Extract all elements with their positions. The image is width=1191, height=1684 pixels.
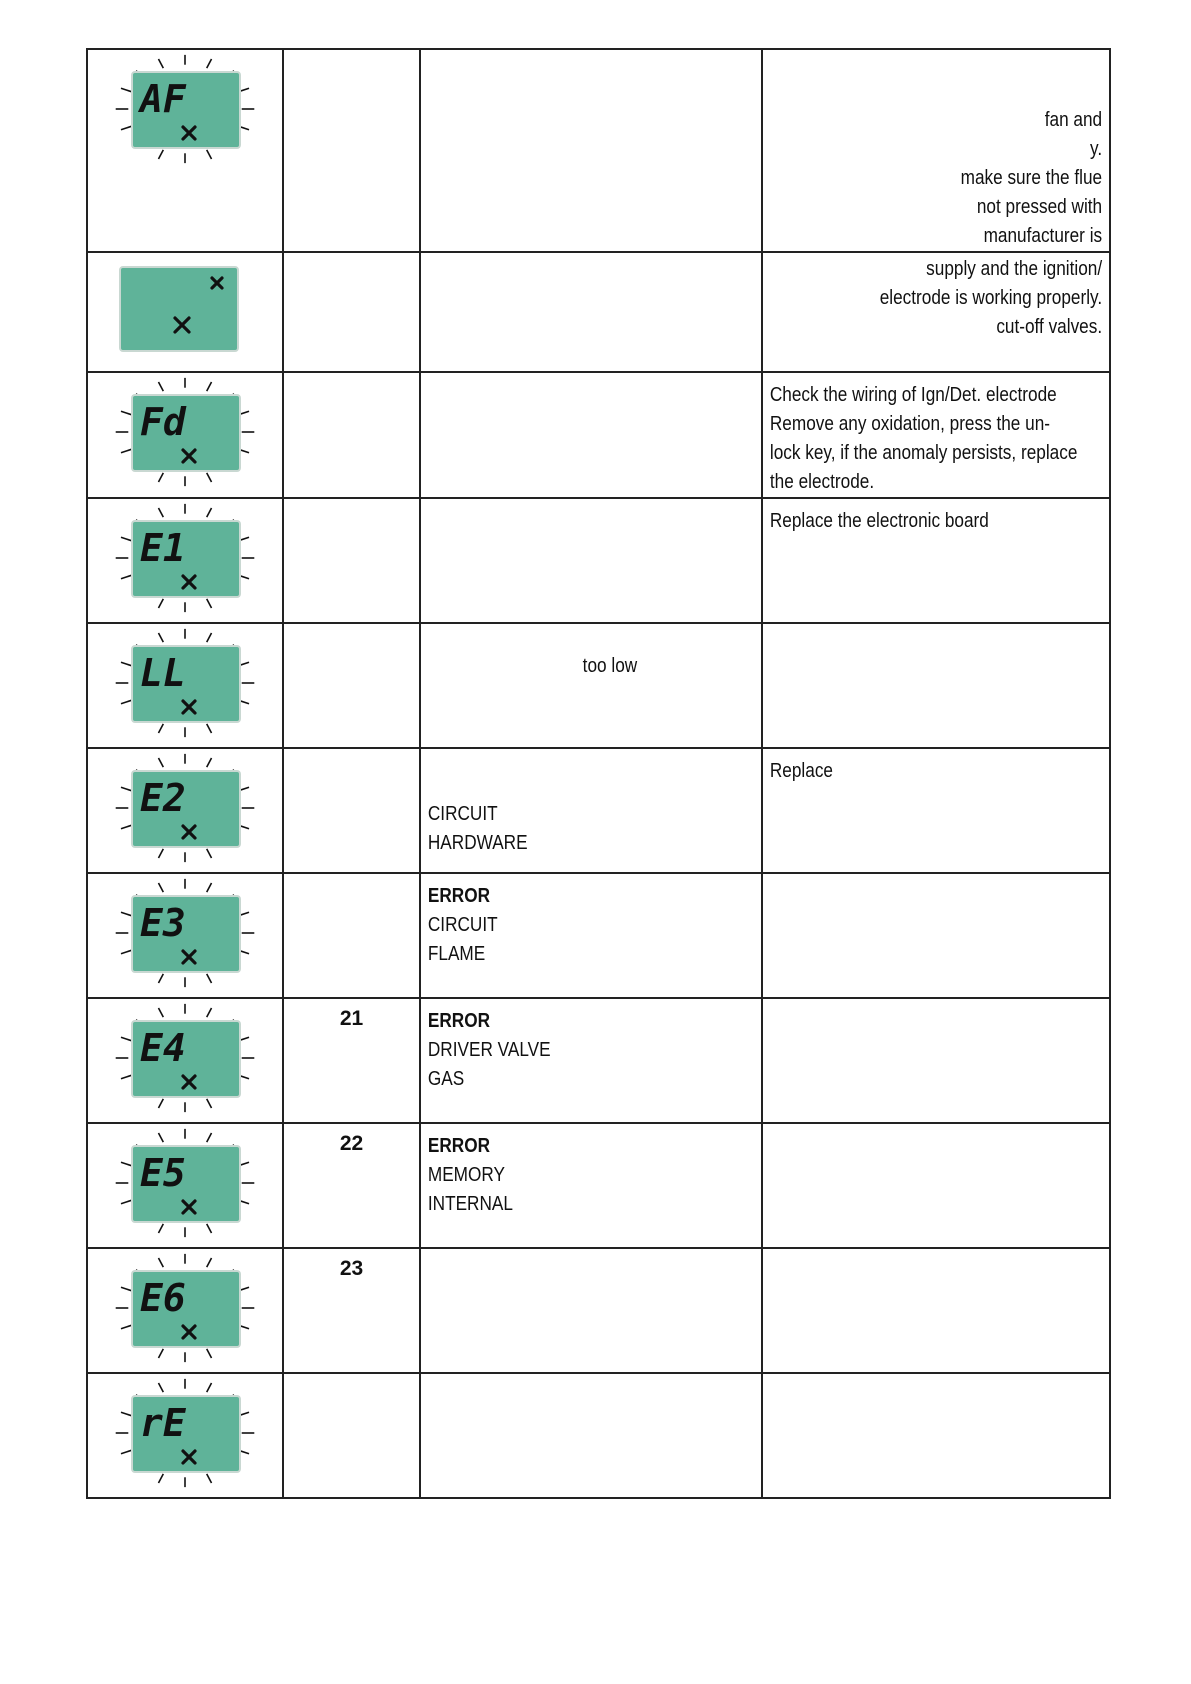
table-row bbox=[87, 498, 1110, 623]
remedy-line: supply and the ignition/ bbox=[926, 258, 1103, 280]
display-cell bbox=[87, 252, 283, 372]
display-cell bbox=[87, 998, 283, 1123]
error-code-cell bbox=[283, 748, 420, 873]
remedy-cell bbox=[762, 1123, 1110, 1248]
error-code bbox=[284, 253, 419, 261]
lcd-display bbox=[110, 749, 260, 867]
table-row bbox=[87, 623, 1110, 748]
lcd-display bbox=[110, 1124, 260, 1242]
remedy-line: not pressed with bbox=[976, 196, 1103, 218]
remedy-cell bbox=[762, 1248, 1110, 1373]
error-code bbox=[284, 749, 419, 757]
remedy-cell bbox=[762, 748, 1110, 873]
error-code-cell bbox=[283, 252, 420, 372]
lcd-display bbox=[110, 499, 260, 617]
remedy-line: cut-off valves. bbox=[996, 316, 1103, 338]
lcd-code-text: E6 bbox=[140, 1276, 186, 1320]
display-cell bbox=[87, 49, 283, 252]
error-code: 21 bbox=[339, 1007, 364, 1030]
description-line: CIRCUIT bbox=[427, 914, 498, 936]
description-line bbox=[428, 771, 707, 800]
table-row bbox=[87, 1373, 1110, 1498]
remedy-line: Check the wiring of Ign/Det. electrode bbox=[769, 384, 1057, 406]
table-row bbox=[87, 748, 1110, 873]
lcd-display bbox=[110, 1374, 260, 1492]
error-code-cell bbox=[283, 998, 420, 1123]
error-code bbox=[284, 874, 419, 882]
lcd-display bbox=[110, 50, 260, 168]
lcd-display bbox=[110, 999, 260, 1117]
error-code-cell bbox=[283, 623, 420, 748]
description-cell bbox=[420, 1373, 762, 1498]
remedy-line: lock key, if the anomaly persists, replace bbox=[769, 442, 1078, 464]
lcd-display bbox=[110, 624, 260, 742]
lcd-code-text: Fd bbox=[140, 400, 186, 444]
description-line: CIRCUIT bbox=[427, 803, 498, 825]
lcd-code-text: AF bbox=[140, 77, 186, 121]
error-code-cell bbox=[283, 873, 420, 998]
description-cell bbox=[420, 748, 762, 873]
lcd-display bbox=[110, 874, 260, 992]
display-cell bbox=[87, 748, 283, 873]
description-line: INTERNAL bbox=[427, 1193, 513, 1215]
table-row bbox=[87, 1123, 1110, 1248]
description-cell bbox=[420, 49, 762, 252]
error-code: 23 bbox=[339, 1257, 364, 1280]
remedy-line: the electrode. bbox=[769, 471, 875, 493]
description-cell bbox=[420, 1123, 762, 1248]
error-code bbox=[284, 50, 419, 58]
remedy-cell bbox=[762, 49, 1110, 252]
table-row bbox=[87, 372, 1110, 498]
lcd-display bbox=[110, 253, 260, 371]
lcd-display bbox=[110, 373, 260, 491]
description-line: GAS bbox=[427, 1068, 465, 1090]
description-line: ERROR bbox=[427, 1010, 491, 1032]
display-cell bbox=[87, 1123, 283, 1248]
display-cell bbox=[87, 1373, 283, 1498]
error-code-cell bbox=[283, 1373, 420, 1498]
lcd-code-text: E5 bbox=[140, 1151, 186, 1195]
description-line: too low bbox=[582, 655, 638, 677]
fault-code-table bbox=[86, 48, 1111, 1499]
remedy-line: Replace the electronic board bbox=[769, 510, 989, 532]
remedy-cell bbox=[762, 1373, 1110, 1498]
remedy-cell bbox=[762, 873, 1110, 998]
remedy-line: electrode is working properly. bbox=[879, 287, 1103, 309]
table-body bbox=[87, 49, 1110, 1498]
lcd-code-text: E4 bbox=[140, 1026, 186, 1070]
remedy-cell bbox=[762, 623, 1110, 748]
lcd-code-text: E2 bbox=[140, 776, 186, 820]
table-row bbox=[87, 49, 1110, 252]
table-row bbox=[87, 252, 1110, 372]
display-cell bbox=[87, 498, 283, 623]
error-code-cell bbox=[283, 49, 420, 252]
error-code: 22 bbox=[339, 1132, 364, 1155]
description-line: ERROR bbox=[427, 1135, 491, 1157]
error-code bbox=[284, 1374, 419, 1382]
description-line: ERROR bbox=[427, 885, 491, 907]
description-line: MEMORY bbox=[427, 1164, 505, 1186]
lcd-code-text: LL bbox=[140, 651, 186, 695]
display-cell bbox=[87, 372, 283, 498]
lcd-code-text: E3 bbox=[140, 901, 186, 945]
error-code-cell bbox=[283, 1248, 420, 1373]
remedy-line: Remove any oxidation, press the un- bbox=[769, 413, 1051, 435]
display-cell bbox=[87, 873, 283, 998]
error-code bbox=[284, 624, 419, 632]
display-cell bbox=[87, 1248, 283, 1373]
description-cell bbox=[420, 498, 762, 623]
remedy-line: make sure the flue bbox=[960, 167, 1103, 189]
remedy-line: y. bbox=[1090, 138, 1103, 160]
lcd-code-text: E1 bbox=[140, 526, 186, 570]
description-cell bbox=[420, 873, 762, 998]
remedy-line: Replace bbox=[769, 760, 833, 782]
remedy-cell bbox=[762, 252, 1110, 372]
description-cell bbox=[420, 998, 762, 1123]
error-code-cell bbox=[283, 498, 420, 623]
error-code-cell bbox=[283, 1123, 420, 1248]
remedy-line: fan and bbox=[1044, 109, 1103, 131]
description-line: DRIVER VALVE bbox=[427, 1039, 551, 1061]
error-code bbox=[284, 499, 419, 507]
description-cell bbox=[420, 252, 762, 372]
description-cell bbox=[420, 372, 762, 498]
table-row bbox=[87, 873, 1110, 998]
remedy-cell bbox=[762, 372, 1110, 498]
display-cell bbox=[87, 623, 283, 748]
table-row bbox=[87, 1248, 1110, 1373]
remedy-cell bbox=[762, 998, 1110, 1123]
description-cell bbox=[420, 1248, 762, 1373]
error-code bbox=[284, 373, 419, 381]
lcd-code-text: rE bbox=[140, 1401, 186, 1445]
remedy-cell bbox=[762, 498, 1110, 623]
description-cell bbox=[420, 623, 762, 748]
description-line: HARDWARE bbox=[427, 832, 528, 854]
error-code-cell bbox=[283, 372, 420, 498]
description-line: FLAME bbox=[427, 943, 486, 965]
table-row bbox=[87, 998, 1110, 1123]
lcd-display bbox=[110, 1249, 260, 1367]
remedy-line: manufacturer is bbox=[983, 225, 1103, 247]
